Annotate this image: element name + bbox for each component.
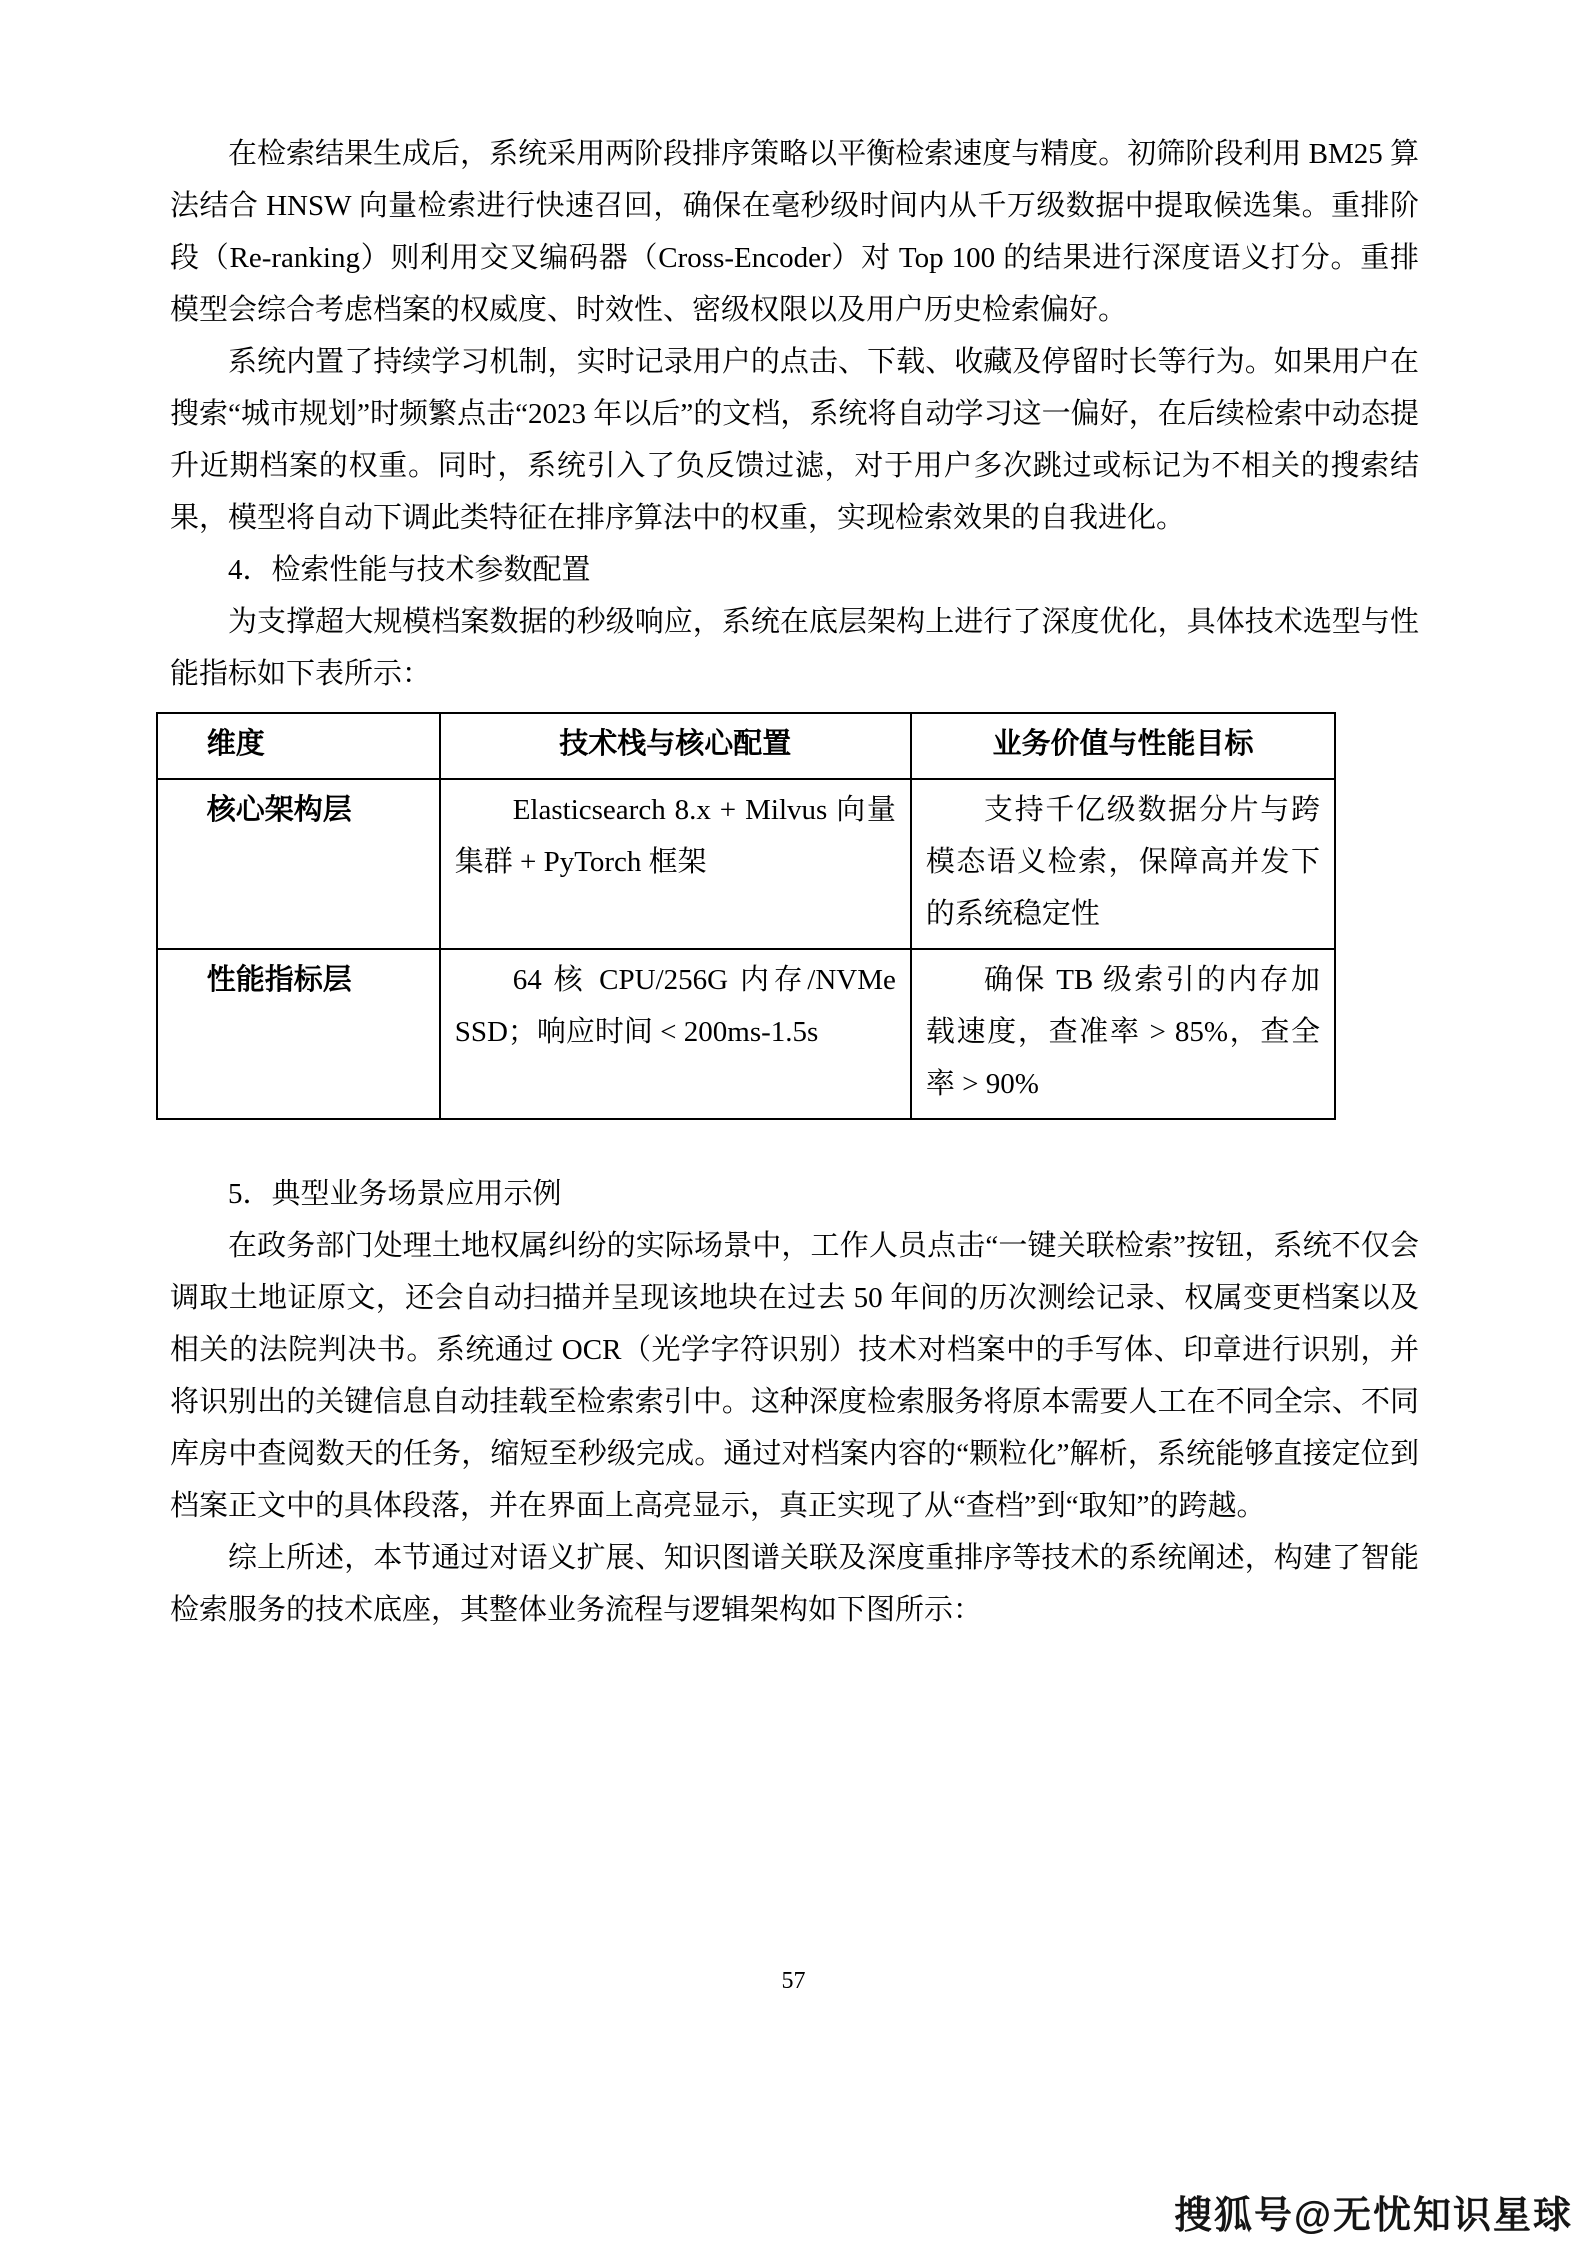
column-header-business-value: 业务价值与性能目标 <box>911 713 1335 779</box>
watermark: 搜狐号@无忧知识星球 <box>1173 2195 1573 2237</box>
paragraph-summary: 综上所述，本节通过对语义扩展、知识图谱关联及深度重排序等技术的系统阐述，构建了智能检索服务的技术底座，其整体业务流程与逻辑架构如下图所示： <box>170 1542 1419 1626</box>
cell-dimension: 核心架构层 <box>157 779 440 949</box>
table-row <box>157 949 1335 1119</box>
cell-business-value: 支持千亿级数据分片与跨模态语义检索，保障高并发下的系统稳定性 <box>911 779 1335 949</box>
section-heading-5: 5．典型业务场景应用示例 <box>228 1178 562 1210</box>
spec-table <box>156 712 1336 1120</box>
column-header-dimension: 维度 <box>157 713 440 779</box>
paragraph-scenario-example: 在政务部门处理土地权属纠纷的实际场景中，工作人员点击“一键关联检索”按钮，系统不仅会调取土地证原文，还会自动扫描并呈现该地块在过去 50 年间的历次测绘记录、权属变更档案以及相关的法院判决书。系统通过 OCR（光学字符识别）技术对档案中的手写体、印章进行识别，并将识别出的关键信息自动挂载至检索索引中。这种深度检索服务将原本需要人工在不同全宗、不同库房中查阅数天的任务，缩短至秒级完成。通过对档案内容的“颗粒化”解析，系统能够直接定位到档案正文中的具体段落，并在界面上高亮显示，真正实现了从“查档”到“取知”的跨越。 <box>170 1230 1419 1522</box>
cell-business-value: 确保 TB 级索引的内存加载速度，查准率 > 85%，查全率 > 90% <box>911 949 1335 1119</box>
cell-tech-stack: 64 核 CPU/256G 内存/NVMe SSD；响应时间 < 200ms-1.5s <box>440 949 911 1119</box>
table-row <box>157 779 1335 949</box>
paragraph-ranking-strategy: 在检索结果生成后，系统采用两阶段排序策略以平衡检索速度与精度。初筛阶段利用 BM25 算法结合 HNSW 向量检索进行快速召回，确保在毫秒级时间内从千万级数据中提取候选集。重排阶段（Re-ranking）则利用交叉编码器（Cross-Encoder）对 Top 100 的结果进行深度语义打分。重排模型会综合考虑档案的权威度、时效性、密级权限以及用户历史检索偏好。 <box>170 138 1419 326</box>
cell-tech-stack: Elasticsearch 8.x + Milvus 向量集群 + PyTorch 框架 <box>440 779 911 949</box>
paragraph-table-intro: 为支撑超大规模档案数据的秒级响应，系统在底层架构上进行了深度优化，具体技术选型与性能指标如下表所示： <box>170 606 1419 690</box>
section-heading-4: 4．检索性能与技术参数配置 <box>228 554 591 586</box>
page-number: 57 <box>781 1968 806 1994</box>
table-header-row <box>157 713 1335 779</box>
paragraph-continuous-learning: 系统内置了持续学习机制，实时记录用户的点击、下载、收藏及停留时长等行为。如果用户在搜索“城市规划”时频繁点击“2023 年以后”的文档，系统将自动学习这一偏好，在后续检索中动态提升近期档案的权重。同时，系统引入了负反馈过滤，对于用户多次跳过或标记为不相关的搜索结果，模型将自动下调此类特征在排序算法中的权重，实现检索效果的自我进化。 <box>170 346 1419 534</box>
column-header-tech-stack: 技术栈与核心配置 <box>440 713 911 779</box>
cell-dimension: 性能指标层 <box>157 949 440 1119</box>
